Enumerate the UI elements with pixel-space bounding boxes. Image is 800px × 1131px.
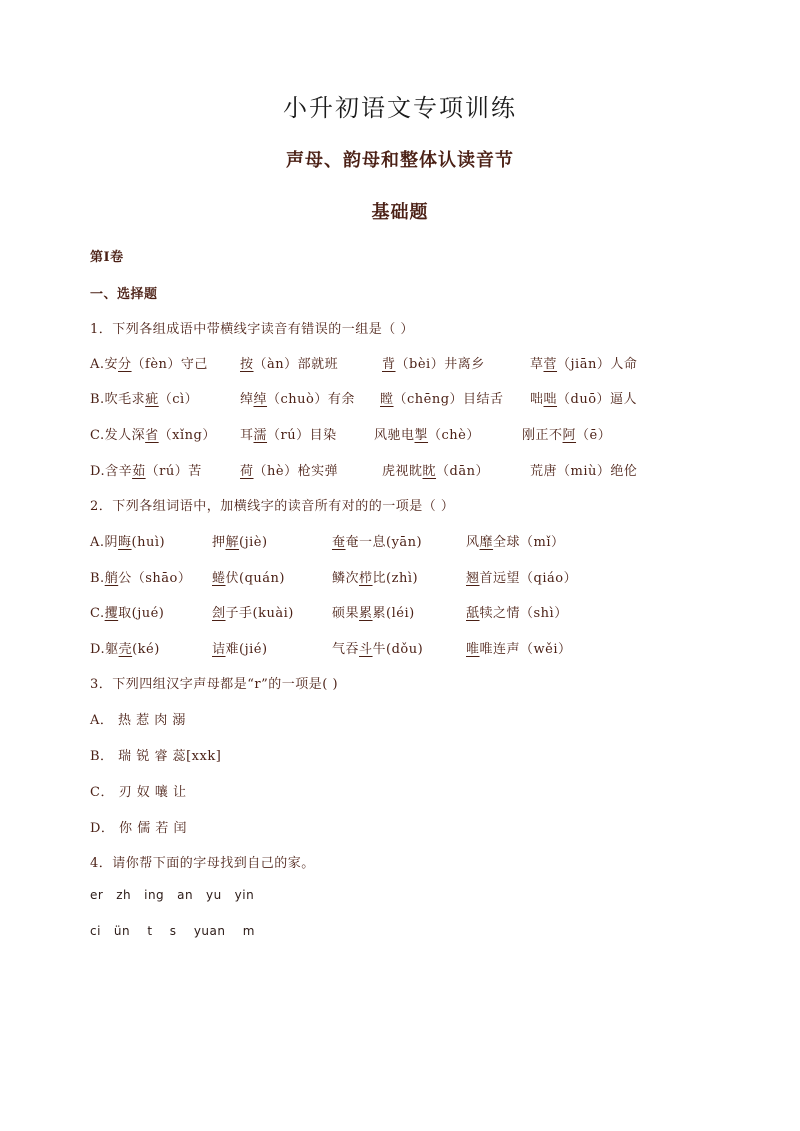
q2-b-item-1: B.艄公（shāo） xyxy=(90,571,192,586)
q2-c-item-3: 硕果累累(léi) xyxy=(332,606,415,621)
q2-d-item-2: 诘难(jié) xyxy=(212,642,268,657)
q1-b-item-1: B.吹毛求疵（cì） xyxy=(90,392,199,407)
q4-letters-row-1: er zh ing an yu yin xyxy=(90,888,255,902)
volume-label: 第Ⅰ卷 xyxy=(90,250,124,265)
q1-a-item-3: 背（bèi）井离乡 xyxy=(382,357,485,372)
q2-b-item-2: 蜷伏(quán) xyxy=(212,571,285,586)
q1-a-item-4: 草菅（jiān）人命 xyxy=(530,357,638,372)
q2-a-item-1: A.阴晦(huì) xyxy=(90,535,166,550)
q1-b-item-4: 咄咄（duō）逼人 xyxy=(530,392,638,407)
q1-c-item-1: C.发人深省（xǐng） xyxy=(90,428,216,443)
q1-c-item-4: 刚正不阿（ē） xyxy=(522,428,612,443)
q2-c-item-2: 刽子手(kuài) xyxy=(212,606,294,621)
question-3-stem: 3．下列四组汉字声母都是“r”的一项是( ) xyxy=(90,677,339,692)
q1-c-item-3: 风驰电掣（chè） xyxy=(374,428,480,443)
q1-d-item-2: 荷（hè）枪实弹 xyxy=(240,464,339,479)
question-4-stem: 4．请你帮下面的字母找到自己的家。 xyxy=(90,856,315,871)
q3-option-a: A． 热 惹 肉 溺 xyxy=(90,713,186,728)
q1-b-item-3: 瞠（chēng）目结舌 xyxy=(380,392,504,407)
q3-option-d: D． 你 儒 若 闰 xyxy=(90,821,187,836)
q2-a-item-4: 风靡全球（mǐ） xyxy=(466,535,565,550)
q2-a-item-3: 奄奄一息(yān) xyxy=(332,535,423,550)
q1-d-item-4: 荒唐（miù）绝伦 xyxy=(530,464,638,479)
q2-d-item-4: 唯唯连声（wěi） xyxy=(466,642,572,657)
q3-option-b: B． 瑞 锐 睿 蕊[xxk] xyxy=(90,749,222,764)
question-1-stem: 1．下列各组成语中带横线字读音有错误的一组是（ ） xyxy=(90,322,414,337)
q2-c-item-1: C.攫取(jué) xyxy=(90,606,165,621)
q1-a-item-2: 按（àn）部就班 xyxy=(240,357,339,372)
q1-b-item-2: 绰绰（chuò）有余 xyxy=(240,392,355,407)
q2-a-item-2: 押解(jiè) xyxy=(212,535,268,550)
q4-letters-row-2: ci ün t s yuan m xyxy=(90,924,255,938)
page-title: 小升初语文专项训练 xyxy=(283,94,517,122)
difficulty-level: 基础题 xyxy=(371,202,429,223)
q1-c-item-2: 耳濡（rú）目染 xyxy=(240,428,337,443)
q2-c-item-4: 舐犊之情（shì） xyxy=(466,606,568,621)
question-2-stem: 2．下列各组词语中，加横线字的读音所有对的的一项是（ ） xyxy=(90,499,455,514)
q1-d-item-1: D.含辛茹（rú）苦 xyxy=(90,464,202,479)
q1-d-item-3: 虎视眈眈（dān） xyxy=(382,464,489,479)
q1-a-item-1: A.安分（fèn）守己 xyxy=(90,357,208,372)
section-heading: 一、选择题 xyxy=(90,287,158,302)
q2-b-item-3: 鳞次栉比(zhì) xyxy=(332,571,419,586)
q3-option-c: C． 刃 奴 嚷 让 xyxy=(90,785,187,800)
q2-d-item-3: 气吞斗牛(dǒu) xyxy=(332,642,424,657)
q2-d-item-1: D.躯壳(ké) xyxy=(90,642,160,657)
page-subtitle: 声母、韵母和整体认读音节 xyxy=(286,150,514,171)
q2-b-item-4: 翘首远望（qiáo） xyxy=(466,571,578,586)
